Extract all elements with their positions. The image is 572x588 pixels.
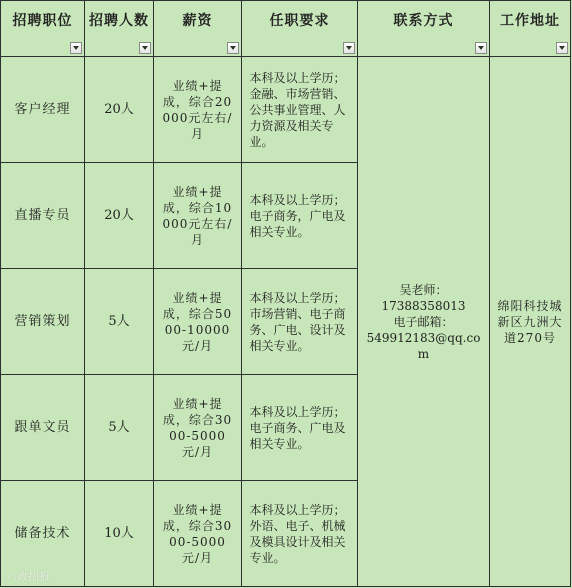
watermark: 六政招报 bbox=[6, 570, 50, 583]
contact-email: 549912183@qq.com bbox=[366, 330, 481, 361]
cell-count[interactable]: 5人 bbox=[85, 269, 154, 375]
cell-position[interactable]: 客户经理 bbox=[1, 57, 85, 163]
header-row bbox=[1, 1, 571, 57]
cell-address[interactable]: 绵阳科技城新区九洲大道270号 bbox=[490, 57, 571, 587]
cell-count[interactable]: 20人 bbox=[85, 57, 154, 163]
cell-requirements[interactable]: 本科及以上学历；电子商务，广电及相关专业。 bbox=[242, 163, 358, 269]
cell-requirements[interactable]: 本科及以上学历；市场营销、电子商务、广电、设计及相关专业。 bbox=[242, 269, 358, 375]
cell-salary[interactable]: 业绩+提成，综合10000元左右/月 bbox=[154, 163, 242, 269]
cell-salary[interactable]: 业绩+提成，综合5000-10000元/月 bbox=[154, 269, 242, 375]
cell-count[interactable]: 5人 bbox=[85, 375, 154, 481]
cell-count[interactable]: 20人 bbox=[85, 163, 154, 269]
header-count: 招聘人数 bbox=[85, 1, 154, 57]
cell-position[interactable]: 营销策划 bbox=[1, 269, 85, 375]
cell-salary[interactable]: 业绩+提成，综合20000元左右/月 bbox=[154, 57, 242, 163]
cell-requirements[interactable]: 本科及以上学历；电子商务、广电及相关专业。 bbox=[242, 375, 358, 481]
contact-email-label: 电子邮箱： bbox=[393, 314, 454, 329]
cell-requirements[interactable]: 本科及以上学历；金融、市场营销、公共事业管理、人力资源及相关专业。 bbox=[242, 57, 358, 163]
cell-position[interactable]: 储备技术 bbox=[1, 481, 85, 587]
filter-dropdown-icon[interactable] bbox=[227, 42, 239, 54]
header-address: 工作地址 bbox=[490, 1, 571, 57]
contact-phone: 17388358013 bbox=[381, 298, 466, 313]
cell-position[interactable]: 直播专员 bbox=[1, 163, 85, 269]
filter-dropdown-icon[interactable] bbox=[556, 42, 568, 54]
filter-dropdown-icon[interactable] bbox=[139, 42, 151, 54]
cell-salary[interactable]: 业绩+提成，综合3000-5000元/月 bbox=[154, 481, 242, 587]
filter-dropdown-icon[interactable] bbox=[475, 42, 487, 54]
filter-dropdown-icon[interactable] bbox=[70, 42, 82, 54]
cell-position[interactable]: 跟单文员 bbox=[1, 375, 85, 481]
filter-dropdown-icon[interactable] bbox=[343, 42, 355, 54]
cell-requirements[interactable]: 本科及以上学历；外语、电子、机械及模具设计及相关专业。 bbox=[242, 481, 358, 587]
header-salary: 薪资 bbox=[154, 1, 242, 57]
cell-contact[interactable] bbox=[358, 57, 490, 587]
header-position: 招聘职位 bbox=[1, 1, 85, 57]
contact-teacher: 吴老师： bbox=[399, 282, 448, 297]
table-row bbox=[1, 57, 571, 163]
header-requirements: 任职要求 bbox=[242, 1, 358, 57]
cell-salary[interactable]: 业绩+提成，综合3000-5000元/月 bbox=[154, 375, 242, 481]
cell-count[interactable]: 10人 bbox=[85, 481, 154, 587]
header-contact: 联系方式 bbox=[358, 1, 490, 57]
